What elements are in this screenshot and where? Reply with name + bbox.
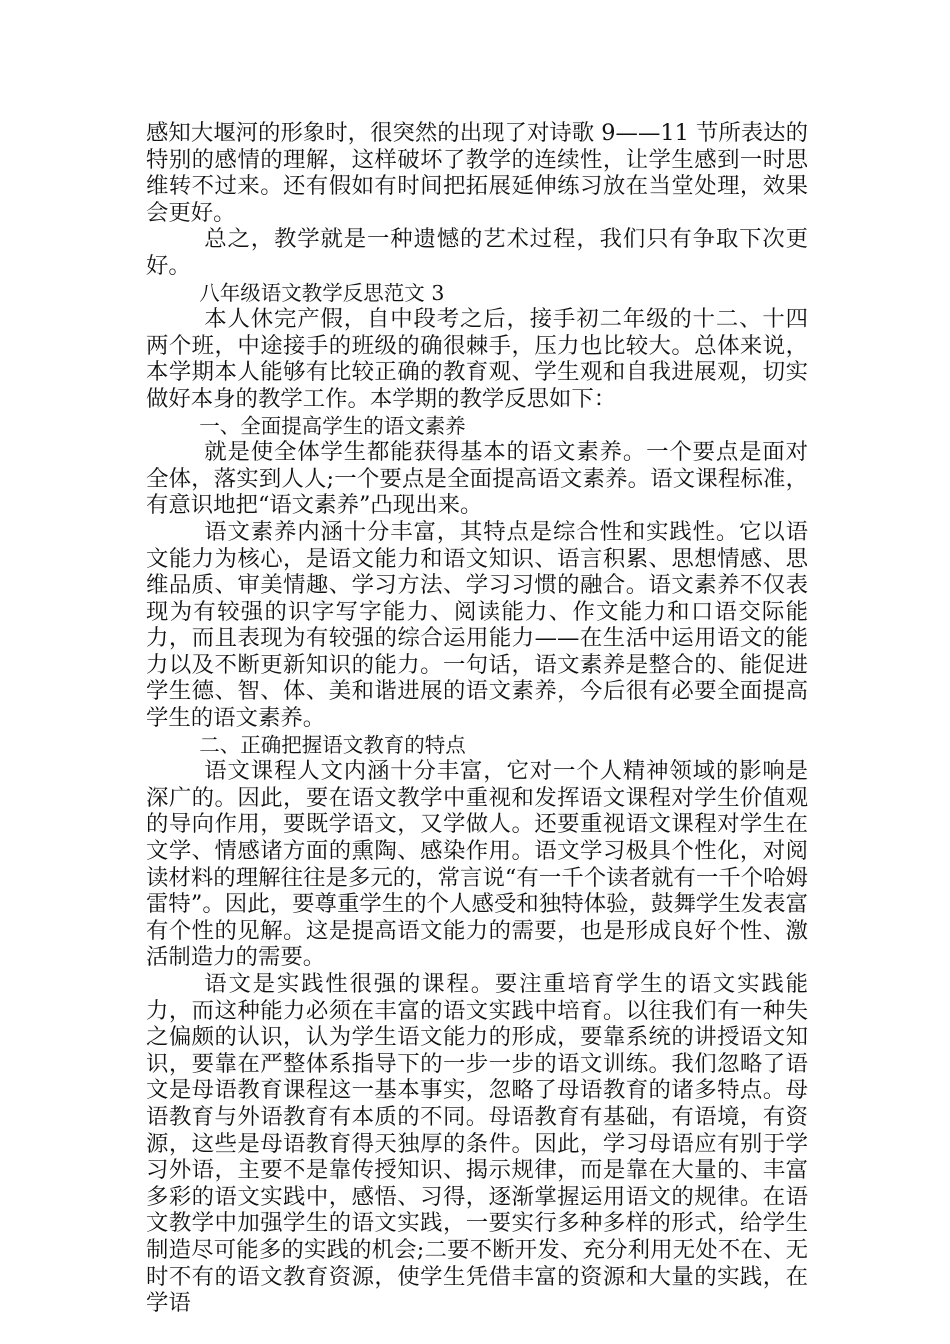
paragraph-continuation: 感知大堰河的形象时，很突然的出现了对诗歌 9——11 节所表达的特别的感情的理解，这样破坏了教学的连续性，让学生感到一时思维转不过来。还有假如有时间把拓展延伸练习放在当堂处理，效果会更好。: [146, 120, 808, 226]
paragraph: 就是使全体学生都能获得基本的语文素养。一个要点是面对全体，落实到人人;一个要点是全面提高语文素养。语文课程标准，有意识地把“语文素养”凸现出来。: [146, 439, 808, 519]
section-title: 八年级语文教学反思范文 3: [199, 280, 445, 305]
section-heading-2: 二、正确把握语文教育的特点: [199, 732, 466, 757]
document-body: [146, 120, 808, 1317]
section-heading-1: 一、全面提高学生的语文素养: [199, 413, 466, 438]
paragraph: 语文课程人文内涵十分丰富，它对一个人精神领域的影响是深广的。因此，要在语文教学中重视和发挥语文课程对学生价值观的导向作用，要既学语文，又学做人。还要重视语文课程对学生在文学、情感诸方面的熏陶、感染作用。语文学习极具个性化，对阅读材料的理解往往是多元的，常言说“有一千个读者就有一千个哈姆雷特”。因此，要尊重学生的个人感受和独特体验，鼓舞学生发表富有个性的见解。这是提高语文能力的需要，也是形成良好个性、激活制造力的需要。: [146, 758, 808, 971]
paragraph: 本人休完产假，自中段考之后，接手初二年级的十二、十四两个班，中途接手的班级的确很棘手，压力也比较大。总体来说，本学期本人能够有比较正确的教育观、学生观和自我进展观，切实做好本身的教学工作。本学期的教学反思如下：: [146, 306, 808, 412]
paragraph: 语文素养内涵十分丰富，其特点是综合性和实践性。它以语文能力为核心，是语文能力和语文知识、语言积累、思想情感、思维品质、审美情趣、学习方法、学习习惯的融合。语文素养不仅表现为有较强的识字写字能力、阅读能力、作文能力和口语交际能力，而且表现为有较强的综合运用能力——在生活中运用语文的能力以及不断更新知识的能力。一句话，语文素养是整合的、能促进学生德、智、体、美和谐进展的语文素养，今后很有必要全面提高学生的语文素养。: [146, 518, 808, 732]
paragraph-conclusion: 总之，教学就是一种遗憾的艺术过程，我们只有争取下次更好。: [146, 226, 808, 279]
paragraph: 语文是实践性很强的课程。要注重培育学生的语文实践能力，而这种能力必须在丰富的语文实践中培育。以往我们有一种失之偏颇的认识，认为学生语文能力的形成，要靠系统的讲授语文知识，要靠在严整体系指导下的一步一步的语文训练。我们忽略了语文是母语教育课程这一基本事实，忽略了母语教育的诸多特点。母语教育与外语教育有本质的不同。母语教育有基础，有语境，有资源，这些是母语教育得天独厚的条件。因此，学习母语应有别于学习外语，主要不是靠传授知识、揭示规律，而是靠在大量的、丰富多彩的语文实践中，感悟、习得，逐渐掌握运用语文的规律。在语文教学中加强学生的语文实践，一要实行多种多样的形式，给学生制造尽可能多的实践的机会;二要不断开发、充分利用无处不在、无时不有的语文教育资源，使学生凭借丰富的资源和大量的实践，在学语: [146, 971, 808, 1317]
